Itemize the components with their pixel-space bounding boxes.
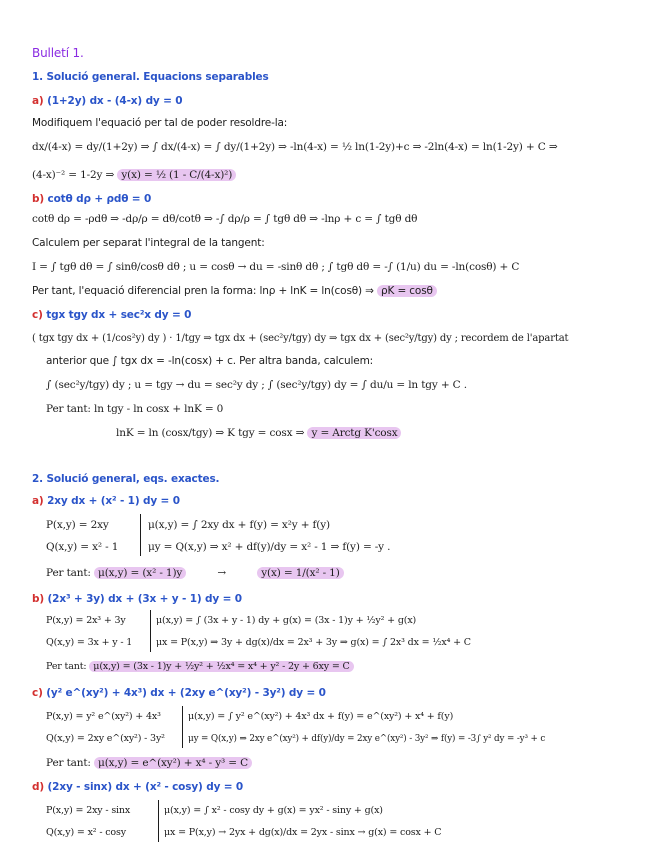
exercise-1b-line3: I = ∫ tgθ dθ = ∫ sinθ/cosθ dθ ; u = cosθ → du = -sinθ dθ ; ∫ tgθ dθ = -∫ (1/u) du = -ln(cosθ) + C	[32, 261, 520, 273]
exercise-2b-right2: μx = P(x,y) ⇒ 3y + dg(x)/dx = 2x³ + 3y ⇒ g(x) = ∫ 2x³ dx = ½x⁴ + C	[156, 637, 471, 648]
exercise-1c-equation: tgx tgy dx + sec²x dy = 0	[46, 309, 192, 321]
exercise-2b-conclusion-label: Per tant:	[46, 661, 87, 672]
exercise-2d-right2: μx = P(x,y) → 2yx + dg(x)/dx = 2yx - sinx → g(x) = cosx + C	[164, 827, 442, 838]
exercise-2b-P: P(x,y) = 2x³ + 3y	[46, 615, 126, 626]
exercise-2a-Q: Q(x,y) = x² - 1	[46, 541, 119, 553]
exercise-2b-line3	[46, 660, 354, 674]
exercise-1a-line1: dx/(4-x) = dy/(1+2y) ⇒ ∫ dx/(4-x) = ∫ dy/(1+2y) ⇒ -ln(4-x) = ½ ln(1-2y)+c ⇒ -2ln(4-x) = ln(1-2y) + C ⇒	[32, 141, 558, 153]
exercise-1b-result: ρK = cosθ	[377, 285, 437, 297]
exercise-2b-result: μ(x,y) = (3x - 1)y + ½y² + ½x⁴ = x⁴ + y² - 2y + 6xy = C	[89, 661, 353, 672]
exercise-1a-equation: (1+2y) dx - (4-x) dy = 0	[47, 95, 183, 107]
exercise-2b-equation: (2x³ + 3y) dx + (3x + y - 1) dy = 0	[47, 593, 242, 605]
exercise-1c-line1: ( tgx tgy dx + (1/cos²y) dy ) · 1/tgy ⇒ tgx dx + (sec²y/tgy) dy ⇒ tgx dx + (sec²y/tgy) dy ; recordem de l'apartat	[32, 333, 569, 344]
exercise-2d-right1: μ(x,y) = ∫ x² - cosy dy + g(x) = yx² - siny + g(x)	[164, 805, 383, 816]
exercise-1b-line2: Calculem per separat l'integral de la tangent:	[32, 237, 265, 249]
exercise-2d-equation: (2xy - sinx) dx + (x² - cosy) dy = 0	[47, 781, 244, 793]
section-1-heading: 1. Solució general. Equacions separables	[32, 71, 269, 83]
exercise-1c-line2: anterior que ∫ tgx dx = -ln(cosx) + c. Per altra banda, calculem:	[46, 355, 374, 367]
exercise-2a-right1: μ(x,y) = ∫ 2xy dx + f(y) = x²y + f(y)	[148, 519, 330, 531]
exercise-2a-header	[32, 494, 180, 508]
exercise-1c-line5	[116, 426, 401, 440]
exercise-2c-line3	[46, 756, 252, 770]
exercise-2d-header	[32, 780, 243, 794]
exercise-2c-divider	[182, 706, 183, 748]
exercise-2a-right2: μy = Q(x,y) ⇒ x² + df(y)/dy = x² - 1 ⇒ f(y) = -y .	[148, 541, 391, 553]
exercise-2c-conclusion-label: Per tant:	[46, 757, 91, 769]
exercise-1b-label: b)	[32, 193, 45, 205]
exercise-1c-line3: ∫ (sec²y/tgy) dy ; u = tgy → du = sec²y dy ; ∫ (sec²y/tgy) dy = ∫ du/u = ln tgy + C .	[46, 379, 467, 391]
exercise-2b-Q: Q(x,y) = 3x + y - 1	[46, 637, 133, 648]
exercise-2a-result: y(x) = 1/(x² - 1)	[257, 567, 343, 579]
exercise-2c-right2: μy = Q(x,y) ⇒ 2xy e^(xy²) + df(y)/dy = 2xy e^(xy²) - 3y² ⇒ f(y) = -3∫ y² dy = -y³ + c	[188, 734, 546, 744]
exercise-1c-header	[32, 308, 191, 322]
exercise-2a-equation: 2xy dx + (x² - 1) dy = 0	[47, 495, 180, 507]
exercise-2d-divider	[158, 800, 159, 842]
exercise-2a-conclusion-label: Per tant:	[46, 567, 91, 579]
exercise-2c-right1: μ(x,y) = ∫ y² e^(xy²) + 4x³ dx + f(y) = e^(xy²) + x⁴ + f(y)	[188, 711, 454, 722]
exercise-2b-divider	[150, 610, 151, 652]
exercise-2a-potential: μ(x,y) = (x² - 1)y	[94, 567, 186, 579]
exercise-2b-header	[32, 592, 242, 606]
exercise-2a-P: P(x,y) = 2xy	[46, 519, 109, 531]
exercise-2a-arrow: →	[217, 567, 227, 579]
exercise-2a-label: a)	[32, 495, 44, 507]
exercise-2c-equation: (y² e^(xy²) + 4x³) dx + (2xy e^(xy²) - 3y²) dy = 0	[46, 687, 326, 699]
exercise-2a-divider	[140, 514, 141, 556]
page-title: Bulletí 1.	[32, 46, 84, 60]
section-2-heading: 2. Solució general, eqs. exactes.	[32, 473, 220, 485]
exercise-1a-result: y(x) = ½ (1 - C/(4-x)²)	[117, 169, 236, 181]
exercise-1c-label: c)	[32, 309, 43, 321]
exercise-1c-result: y = Arctg K'cosx	[307, 427, 401, 439]
exercise-2c-Q: Q(x,y) = 2xy e^(xy²) - 3y²	[46, 733, 165, 744]
exercise-1a-intro: Modifiquem l'equació per tal de poder resoldre-la:	[32, 117, 288, 129]
exercise-2a-line3	[46, 566, 344, 580]
exercise-1a-line2-text: (4-x)⁻² = 1-2y ⇒	[32, 169, 115, 181]
exercise-1b-line1: cotθ dρ = -ρdθ ⇒ -dρ/ρ = dθ/cotθ ⇒ -∫ dρ/ρ = ∫ tgθ dθ ⇒ -lnρ + c = ∫ tgθ dθ	[32, 213, 418, 225]
exercise-1a-label: a)	[32, 95, 44, 107]
exercise-1b-line4	[32, 284, 437, 298]
exercise-2d-P: P(x,y) = 2xy - sinx	[46, 805, 131, 816]
exercise-2d-Q: Q(x,y) = x² - cosy	[46, 827, 126, 838]
exercise-2c-header	[32, 686, 326, 700]
exercise-1b-header	[32, 192, 151, 206]
exercise-2c-P: P(x,y) = y² e^(xy²) + 4x³	[46, 711, 161, 722]
exercise-1a-line2	[32, 168, 236, 182]
exercise-2b-right1: μ(x,y) = ∫ (3x + y - 1) dy + g(x) = (3x - 1)y + ½y² + g(x)	[156, 615, 417, 626]
exercise-1b-equation: cotθ dρ + ρdθ = 0	[47, 193, 152, 205]
exercise-1a-header	[32, 94, 182, 108]
exercise-1b-line4-text: Per tant, l'equació diferencial pren la forma: lnρ + lnK = ln(cosθ) ⇒	[32, 285, 374, 297]
exercise-1c-line4: Per tant: ln tgy - ln cosx + lnK = 0	[46, 403, 224, 415]
exercise-2d-label: d)	[32, 781, 45, 793]
exercise-2b-label: b)	[32, 593, 45, 605]
exercise-2c-result: μ(x,y) = e^(xy²) + x⁴ - y³ = C	[94, 757, 252, 769]
exercise-1c-line5-text: lnK = ln (cosx/tgy) ⇒ K tgy = cosx ⇒	[116, 427, 305, 439]
exercise-2c-label: c)	[32, 687, 43, 699]
